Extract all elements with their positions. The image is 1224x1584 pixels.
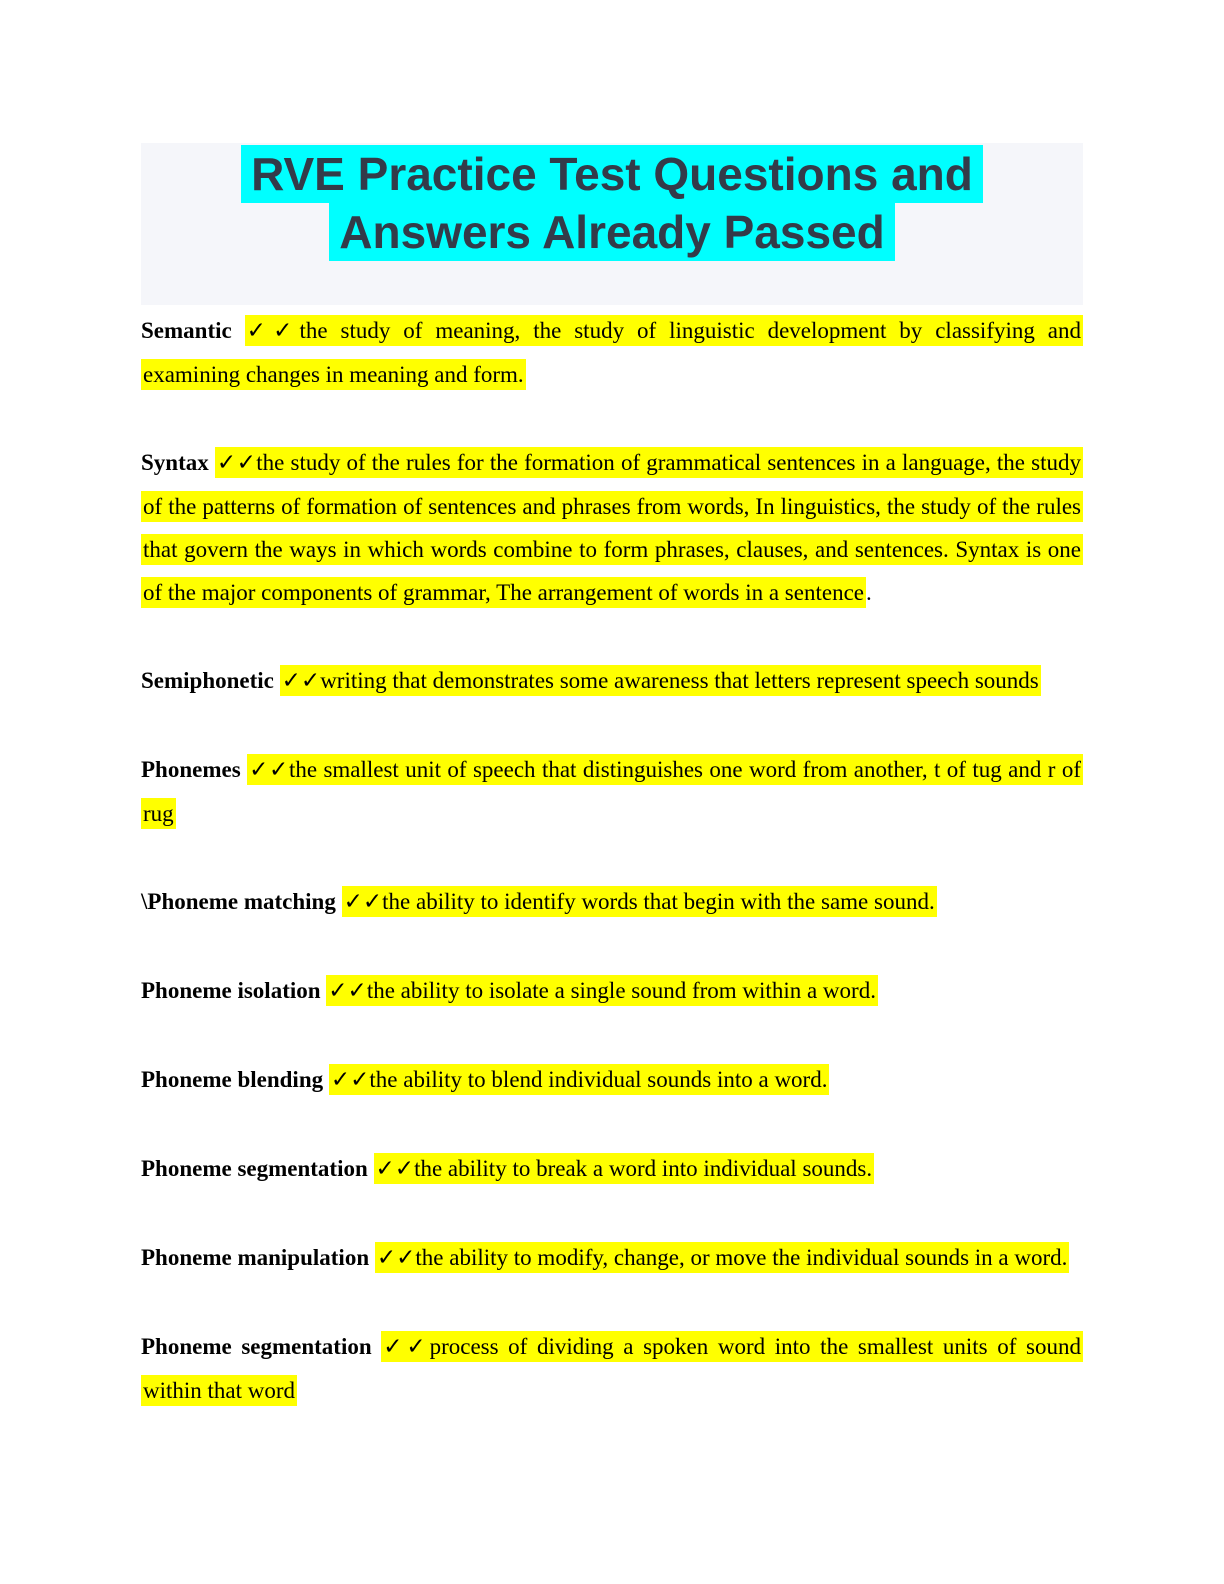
double-checkmark-icon: ✓✓ [343,889,383,915]
highlighted-answer [374,1153,875,1184]
term-label: Phoneme blending [141,1067,324,1092]
answer-text: the smallest unit of speech that distinguishes one word from another, t of tug and r of rug [143,757,1081,826]
qa-entry [141,1147,1083,1191]
highlighted-answer [141,754,1083,829]
qa-entry [141,659,1083,703]
highlighted-answer [141,315,1083,390]
answer-text: writing that demonstrates some awareness that letters represent speech sounds [320,668,1039,693]
double-checkmark-icon: ✓✓ [328,978,367,1004]
answer-text: the ability to modify, change, or move the individual sounds in a word. [415,1245,1068,1270]
qa-entry [141,1236,1083,1280]
qa-entry-list [141,309,1083,1412]
qa-entry [141,969,1083,1013]
answer-text: the ability to isolate a single sound from within a word. [366,978,876,1003]
answer-text: the study of meaning, the study of linguistic development by classifying and examining changes in meaning and form. [143,318,1081,387]
highlighted-answer [280,665,1041,696]
qa-entry [141,1325,1083,1412]
qa-entry [141,880,1083,924]
highlighted-answer [329,1064,830,1095]
double-checkmark-icon: ✓✓ [281,668,321,694]
qa-entry [141,748,1083,835]
highlighted-answer [326,975,878,1006]
answer-text: the ability to blend individual sounds into a word. [369,1067,828,1092]
term-label: Semiphonetic [141,668,274,693]
answer-text: the ability to break a word into individual sounds. [414,1156,873,1181]
double-checkmark-icon: ✓✓ [375,1156,415,1182]
highlighted-answer [342,886,937,917]
term-label: Phoneme isolation [141,978,321,1003]
double-checkmark-icon: ✓✓ [376,1245,416,1271]
term-label: Phoneme segmentation [141,1334,372,1359]
term-label: Phoneme segmentation [141,1156,368,1181]
term-label: Semantic [141,318,232,343]
double-checkmark-icon: ✓✓ [216,450,257,476]
term-label: Phonemes [141,757,241,782]
term-label: Phoneme manipulation [141,1245,370,1270]
double-checkmark-icon: ✓✓ [383,1334,430,1360]
answer-text: the study of the rules for the formation of grammatical sentences in a language, the study of the patterns of formation of sentences and phrases from words, In linguistics, the study of the rules that govern the ways in which words combine to form phrases, clauses, and sentences. Syntax is one of the major components of grammar, The arrangement of words in a sentence [143,450,1082,605]
answer-tail: . [866,580,872,605]
highlighted-answer [375,1242,1070,1273]
answer-text: the ability to identify words that begin with the same sound. [382,889,935,914]
answer-text: process of dividing a spoken word into the smallest units of sound within that word [143,1334,1081,1403]
qa-entry [141,309,1083,396]
page-title-line-1: RVE Practice Test Questions and [241,145,983,203]
term-label: Syntax [141,450,209,475]
term-label: \Phoneme matching [141,889,336,914]
qa-entry [141,441,1083,614]
double-checkmark-icon: ✓✓ [330,1067,370,1093]
highlighted-answer [141,447,1083,608]
page-title-line-2: Answers Already Passed [329,203,894,261]
double-checkmark-icon: ✓✓ [249,757,289,783]
qa-entry [141,1058,1083,1102]
page-title [141,145,1083,261]
document-header [141,143,1083,305]
double-checkmark-icon: ✓✓ [246,318,300,344]
